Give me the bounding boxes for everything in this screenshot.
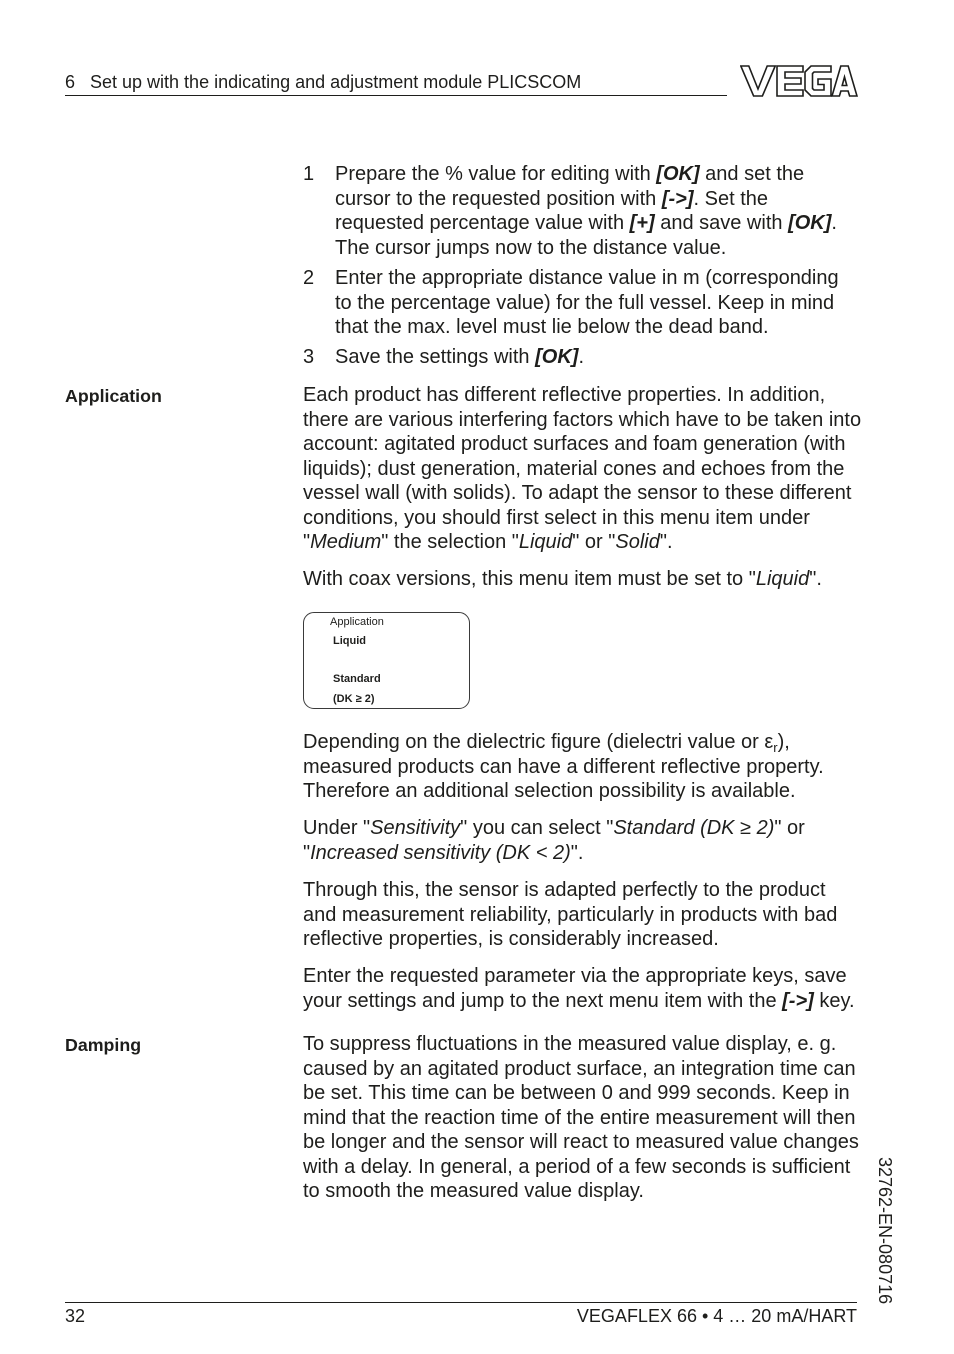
text-line [335, 187, 837, 212]
text-line [303, 1155, 859, 1180]
key-label: [OK] [656, 163, 700, 185]
text-run: ". [570, 841, 584, 864]
text-run: Under " [303, 817, 371, 839]
text-run: key. [813, 989, 855, 1012]
text-run: . [831, 212, 837, 234]
text-run: The cursor jumps now to the distance value. [335, 236, 727, 259]
text-run: " [303, 531, 311, 553]
text-line [335, 266, 839, 291]
text-run: that the max. level must lie below the dead band. [335, 316, 769, 338]
emphasis: Sensitivity [370, 817, 461, 839]
text-line [303, 383, 861, 408]
text-run: mind that the reaction time of the entire measurement will then [303, 1106, 856, 1129]
text-run: to smooth the measured value display. [303, 1180, 644, 1202]
application-paragraph-3 [303, 730, 824, 804]
text-run: and measurement reliability, particularly in products with bad [303, 903, 838, 926]
key-label: [->] [661, 187, 694, 210]
text-line [303, 989, 855, 1014]
text-run: with a delay. In general, a period of a few seconds is sufficient [303, 1155, 851, 1178]
text-line [303, 878, 837, 903]
text-run: Each product has different reflective properties. In addition, [303, 384, 826, 406]
text-run: and save with [654, 212, 789, 234]
display-sensitivity-value: Standard [333, 673, 381, 686]
subscript: r [773, 740, 778, 755]
emphasis: Solid [615, 531, 660, 553]
text-line [335, 236, 837, 261]
key-label: [->] [782, 989, 814, 1012]
text-run: and set the [699, 163, 805, 185]
text-run: With coax versions, this menu item must be set to " [303, 568, 756, 590]
text-run: . Set the [693, 187, 769, 210]
application-paragraph-1 [303, 383, 861, 555]
text-run: Enter the requested parameter via the appropriate keys, save [303, 965, 847, 987]
emphasis: Liquid [518, 531, 573, 553]
text-line [303, 1081, 859, 1106]
text-line [335, 211, 837, 236]
text-run: " you can select " [460, 817, 614, 839]
text-run: ". [659, 531, 673, 553]
emphasis: Increased sensitivity (DK < 2) [310, 841, 571, 864]
text-line [335, 315, 839, 340]
document-code: 32762-EN-080716 [875, 1157, 895, 1305]
text-run: conditions, you should first select in this menu item under [303, 506, 810, 529]
logo-letter-a [832, 66, 857, 96]
text-run: reflective properties, is considerably increased. [303, 928, 719, 950]
text-run: " or " [572, 531, 616, 553]
text-line [303, 779, 824, 804]
text-run: To suppress fluctuations in the measured value display, e. g. [303, 1033, 837, 1055]
text-run: " or [774, 817, 805, 839]
text-line [303, 1106, 859, 1131]
step-text [335, 266, 839, 340]
text-run: Through this, the sensor is adapted perfectly to the product [303, 879, 826, 901]
step-number: 3 [303, 346, 315, 368]
footer-product: VEGAFLEX 66 • 4 … 20 mA/HART [576, 1306, 857, 1326]
text-run: your settings and jump to the next menu item with the [303, 989, 783, 1012]
text-line [303, 816, 805, 841]
text-run: be longer and the sensor will react to measured value changes [303, 1131, 859, 1153]
text-run: caused by an agitated product surface, an integration time can [303, 1057, 856, 1080]
text-run: account: agitated product surfaces and foam generation (with [303, 433, 846, 455]
application-paragraph-6 [303, 964, 855, 1013]
text-run: requested percentage value with [335, 212, 630, 234]
text-line [303, 755, 824, 780]
text-run: be set. This time can be between 0 and 999 seconds. Keep in [303, 1082, 850, 1104]
side-label-damping: Damping [65, 1035, 142, 1055]
step-number: 2 [303, 267, 315, 289]
text-line [303, 408, 861, 433]
text-line [303, 964, 855, 989]
header-rule [65, 95, 727, 96]
display-menu-title: Application [330, 616, 384, 628]
text-line [303, 927, 837, 952]
text-run: " [303, 841, 311, 864]
emphasis: Medium [310, 531, 382, 553]
application-paragraph-2 [303, 567, 822, 592]
side-label-application: Application [65, 386, 162, 406]
key-label: [OK] [535, 346, 579, 368]
chapter-title: Set up with the indicating and adjustment module PLICSCOM [90, 72, 582, 92]
text-run: Enter the appropriate distance value in m (corresponding [335, 267, 839, 289]
text-line [303, 567, 822, 592]
text-line [335, 291, 839, 316]
text-line [303, 1130, 859, 1155]
chapter-number: 6 [65, 72, 76, 92]
key-label: [+] [629, 212, 655, 234]
text-line [303, 506, 861, 531]
text-line [303, 432, 861, 457]
text-line [303, 1032, 859, 1057]
logo-letter-e [777, 66, 803, 96]
text-run: measured products can have a different reflective property. [303, 755, 824, 778]
emphasis: Standard (DK ≥ 2) [613, 817, 775, 839]
text-line [303, 481, 861, 506]
logo-letter-v [741, 66, 775, 96]
text-run: ), [777, 731, 790, 753]
text-line [335, 162, 837, 187]
text-run: Save the settings with [335, 346, 536, 368]
emphasis: Liquid [755, 568, 810, 590]
text-line [303, 841, 805, 866]
vega-logo [740, 65, 858, 97]
text-run: . [578, 346, 584, 368]
step-text [335, 162, 837, 260]
text-run: to the percentage value) for the full vessel. Keep in mind [335, 291, 835, 314]
text-line [303, 1057, 859, 1082]
display-sensitivity-detail: (DK ≥ 2) [333, 692, 375, 705]
text-run: vessel wall (with solids). To adapt the sensor to these different [303, 482, 852, 504]
footer-rule [65, 1302, 857, 1303]
damping-paragraph-1 [303, 1032, 859, 1204]
text-run: Therefore an additional selection possibility is available. [303, 780, 796, 802]
logo-letter-g [805, 66, 831, 96]
display-screen [303, 612, 470, 709]
text-run: " the selection " [381, 531, 519, 553]
text-run: ". [809, 568, 822, 590]
text-run: Prepare the % value for editing with [335, 163, 657, 185]
text-run: cursor to the requested position with [335, 187, 662, 210]
text-line [303, 1179, 859, 1204]
display-selected-value: Liquid [333, 634, 366, 647]
text-line [303, 457, 861, 482]
application-paragraph-4 [303, 816, 805, 865]
text-line [303, 530, 861, 555]
text-line [335, 345, 584, 370]
text-run: there are various interfering factors which have to be taken into [303, 408, 862, 431]
application-paragraph-5 [303, 878, 837, 952]
text-line [303, 730, 824, 755]
text-run: liquids); dust generation, material cones and echoes from the [303, 457, 845, 480]
text-run: Depending on the dielectric figure (dielectri value or ε [303, 731, 774, 753]
key-label: [OK] [788, 212, 832, 234]
step-text [335, 345, 584, 370]
text-line [303, 903, 837, 928]
page-number: 32 [65, 1306, 86, 1326]
step-number: 1 [303, 163, 315, 185]
